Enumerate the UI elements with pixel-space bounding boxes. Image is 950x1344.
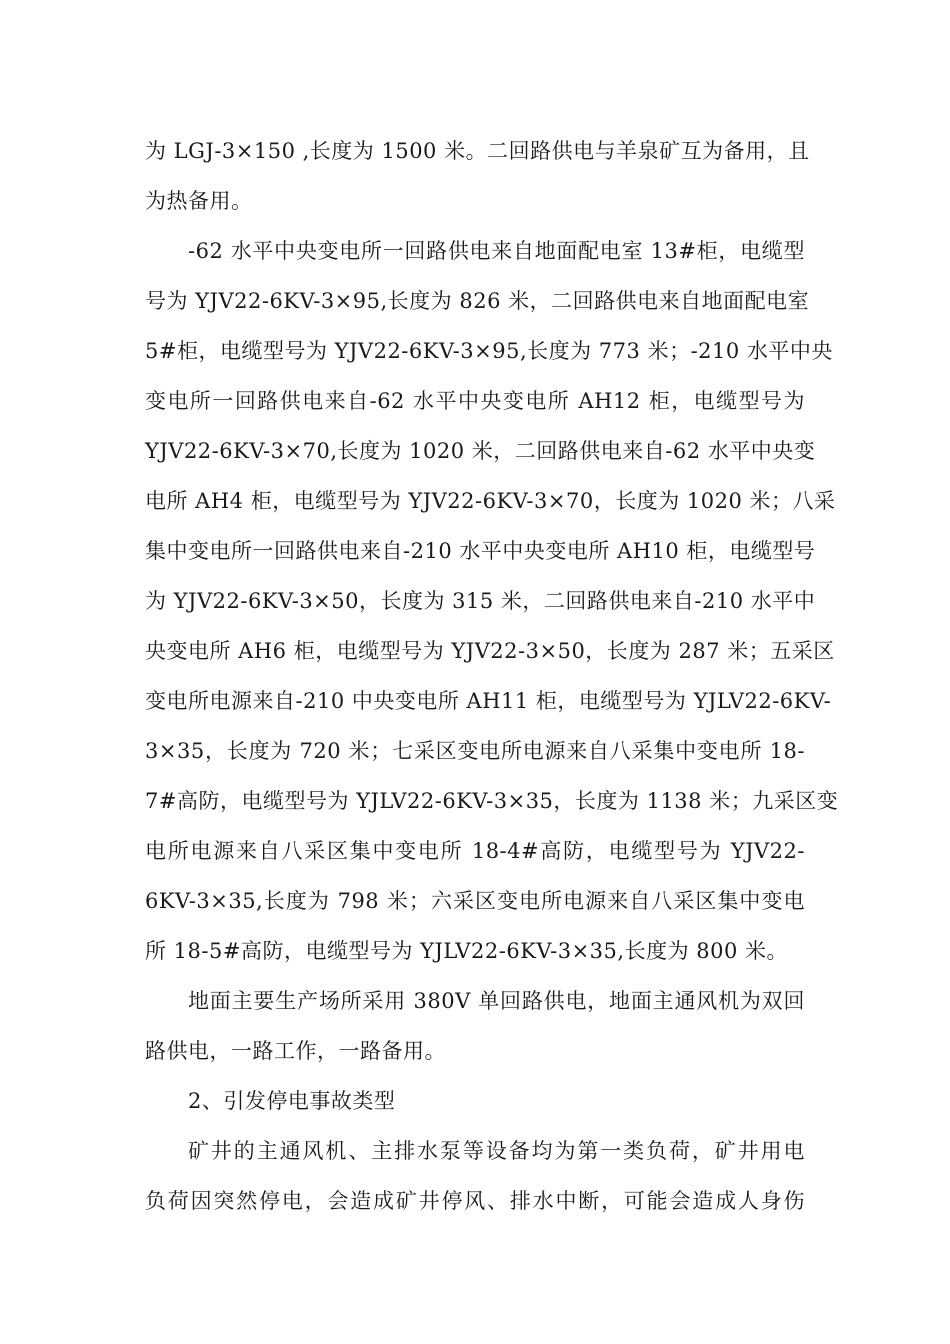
section-heading: 2、引发停电事故类型 <box>188 1089 396 1113</box>
text-line: 变电所电源来自-210 中央变电所 AH11 柜，电缆型号为 YJLV22-6KV- <box>145 689 832 713</box>
text-line: 电所电源来自八采区集中变电所 18-4#高防，电缆型号为 YJV22- <box>145 839 805 863</box>
text-line: 为热备用。 <box>145 189 253 213</box>
text-line: 5#柜，电缆型号为 YJV22-6KV-3×95,长度为 773 米；-210 水平中央 <box>145 339 833 363</box>
text-line: YJV22-6KV-3×70,长度为 1020 米，二回路供电来自-62 水平中央变 <box>145 439 816 463</box>
text-line: 路供电，一路工作，一路备用。 <box>145 1039 446 1063</box>
text-line: 电所 AH4 柜，电缆型号为 YJV22-6KV-3×70，长度为 1020 米；八采 <box>145 489 836 513</box>
text-line: 负荷因突然停电，会造成矿井停风、排水中断，可能会造成人身伤 <box>145 1189 805 1213</box>
text-line: 所 18-5#高防，电缆型号为 YJLV22-6KV-3×35,长度为 800 米。 <box>145 939 789 963</box>
text-line: 央变电所 AH6 柜，电缆型号为 YJV22-3×50，长度为 287 米；五采区 <box>145 639 835 663</box>
text-line: 7#高防，电缆型号为 YJLV22-6KV-3×35，长度为 1138 米；九采区变 <box>145 789 839 813</box>
text-line: 3×35，长度为 720 米；七采区变电所电源来自八采集中变电所 18- <box>145 739 805 763</box>
text-line: 地面主要生产场所采用 380V 单回路供电，地面主通风机为双回 <box>188 989 805 1013</box>
text-line: 矿井的主通风机、主排水泵等设备均为第一类负荷，矿井用电 <box>188 1139 805 1163</box>
text-line: 号为 YJV22-6KV-3×95,长度为 826 米，二回路供电来自地面配电室 <box>145 289 810 313</box>
text-line: 集中变电所一回路供电来自-210 水平中央变电所 AH10 柜，电缆型号 <box>145 539 816 563</box>
text-line: 为 LGJ-3×150 ,长度为 1500 米。二回路供电与羊泉矿互为备用，且 <box>145 139 810 163</box>
text-line: 为 YJV22-6KV-3×50，长度为 315 米，二回路供电来自-210 水平中 <box>145 589 816 613</box>
text-line: 6KV-3×35,长度为 798 米；六采区变电所电源来自八采区集中变电 <box>145 889 805 913</box>
text-line: 变电所一回路供电来自-62 水平中央变电所 AH12 柜，电缆型号为 <box>145 389 805 413</box>
text-line: -62 水平中央变电所一回路供电来自地面配电室 13#柜，电缆型 <box>188 239 805 263</box>
